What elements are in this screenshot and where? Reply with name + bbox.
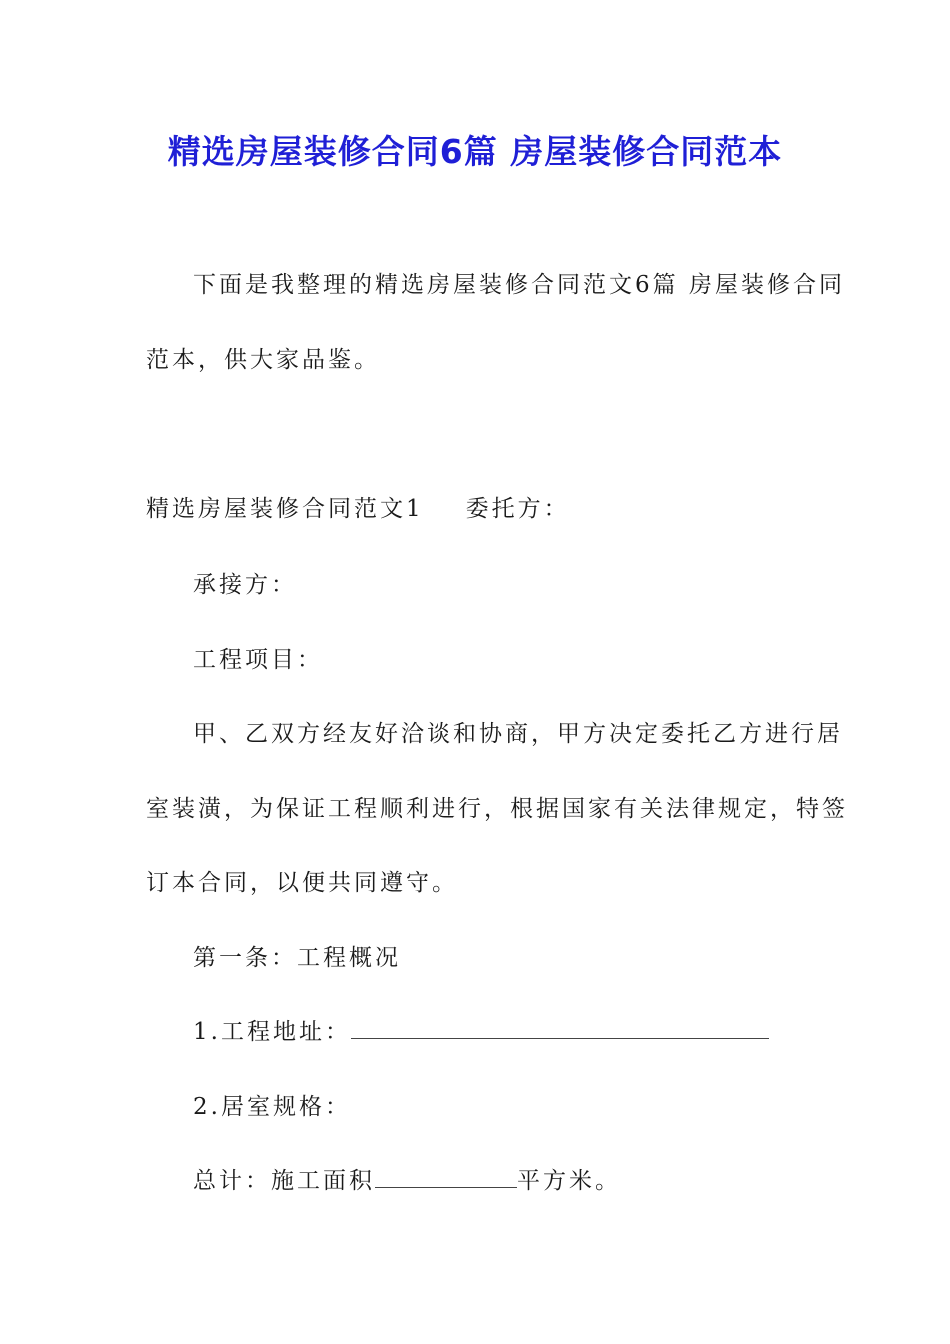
address-line [193,1017,769,1047]
contractor-label: 承接方： [193,572,297,598]
section-heading-line [146,494,570,524]
article-1-heading: 第一条：工程概况 [193,945,401,971]
total-area-suffix: 平方米。 [517,1168,621,1194]
entrusting-party-label: 委托方： [465,496,570,522]
total-area-line [193,1166,621,1196]
intro-line-1: 下面是我整理的精选房屋装修合同范文6篇 房屋装修合同 [193,272,845,298]
paragraph-line-2: 室装潢，为保证工程顺利进行，根据国家有关法律规定，特签 [146,796,848,822]
intro-line-2: 范本，供大家品鉴。 [146,347,380,373]
paragraph-line-1: 甲、乙双方经友好洽谈和协商，甲方决定委托乙方进行居 [193,721,843,747]
total-area-prefix: 总计：施工面积 [193,1168,375,1194]
area-blank [375,1167,517,1188]
section-1-heading: 精选房屋装修合同范文1 [146,496,424,522]
address-label: 1.工程地址： [193,1019,351,1045]
paragraph-line-3: 订本合同，以便共同遵守。 [146,870,458,896]
room-spec-label: 2.居室规格： [193,1094,351,1120]
project-label: 工程项目： [193,647,323,673]
address-blank [351,1018,769,1039]
document-title: 精选房屋装修合同6篇 房屋装修合同范本 [167,132,783,171]
